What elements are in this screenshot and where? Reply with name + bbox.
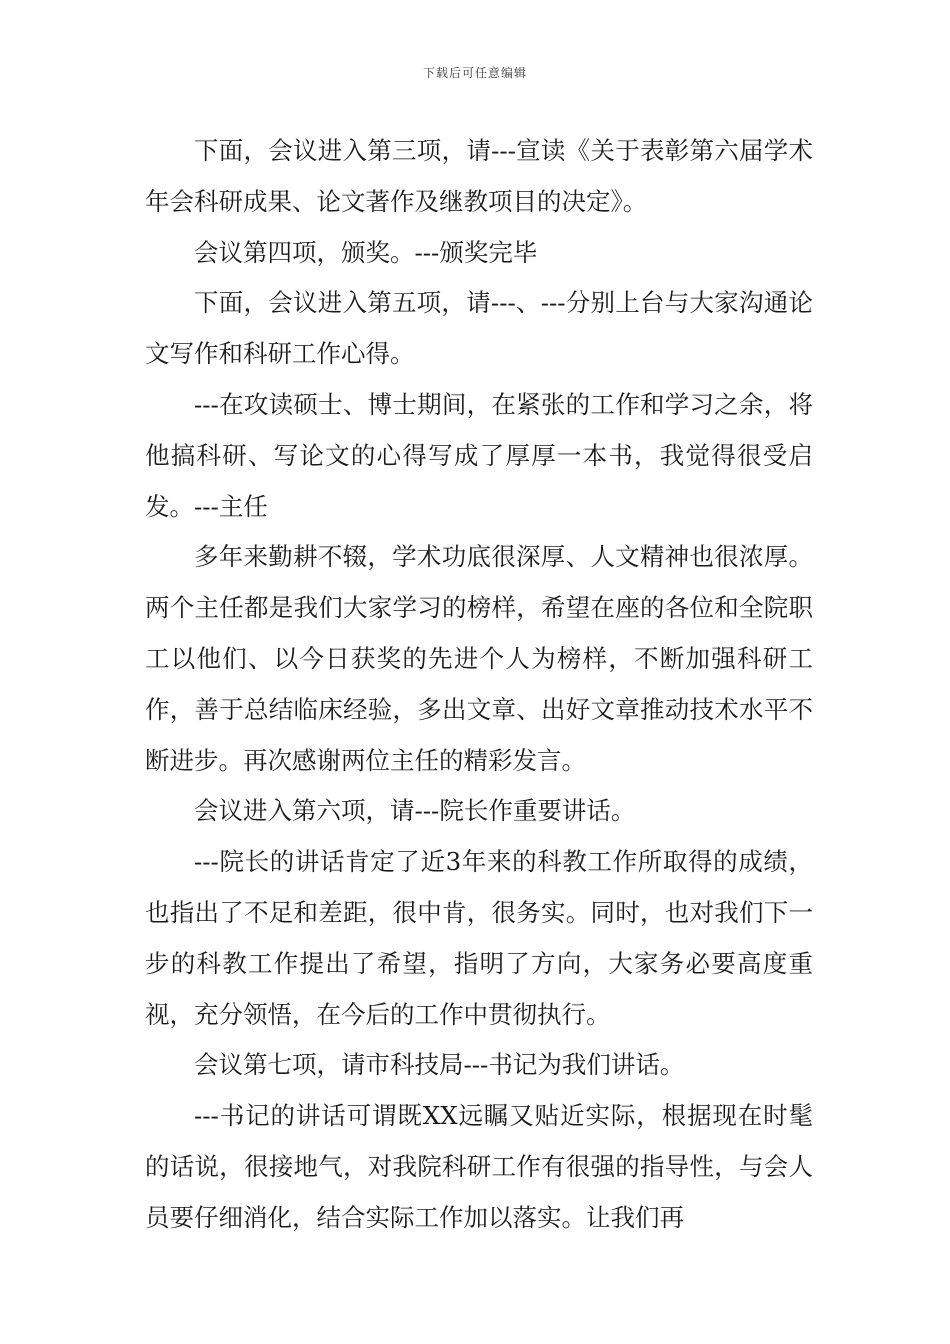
page-header: 下载后可任意编辑	[422, 66, 527, 80]
paragraph: 多年来勤耕不辍，学术功底很深厚、人文精神也很浓厚。两个主任都是我们大家学习的榜样，希望在座的各位和全院职工以他们、以今日获奖的先进个人为榜样，不断加强科研工作，善于总结临床经验，多出文章、出好文章推动技术水平不断进步。再次感谢两位主任的精彩发言。	[145, 542, 813, 775]
paragraph: 会议进入第六项，请---院长作重要讲话。	[194, 796, 636, 826]
document-body	[145, 126, 813, 1244]
paragraph: 下面，会议进入第三项，请---宣读《关于表彰第六届学术年会科研成果、论文著作及继教项目的决定》。	[145, 136, 813, 216]
paragraph: 下面，会议进入第五项，请---、---分别上台与大家沟通论文写作和科研工作心得。	[145, 288, 813, 369]
paragraph: ---院长的讲话肯定了近3年来的科教工作所取得的成绩，也指出了不足和差距，很中肯，很务实。同时，也对我们下一步的科教工作提出了希望，指明了方向，大家务必要高度重视，充分领悟，在今后的工作中贯彻执行。	[145, 847, 813, 1029]
paragraph: 会议第四项，颁奖。---颁奖完毕	[194, 237, 538, 267]
paragraph: ---书记的讲话可谓既XX远瞩又贴近实际，根据现在时髦的话说，很接地气，对我院科研工作有很强的指导性，与会人员要仔细消化，结合实际工作加以落实。让我们再	[145, 1101, 813, 1232]
paragraph: ---在攻读硕士、博士期间，在紧张的工作和学习之余，将他搞科研、写论文的心得写成了厚厚一本书，我觉得很受启发。---主任	[145, 389, 813, 521]
paragraph: 会议第七项，请市科技局---书记为我们讲话。	[194, 1050, 685, 1080]
